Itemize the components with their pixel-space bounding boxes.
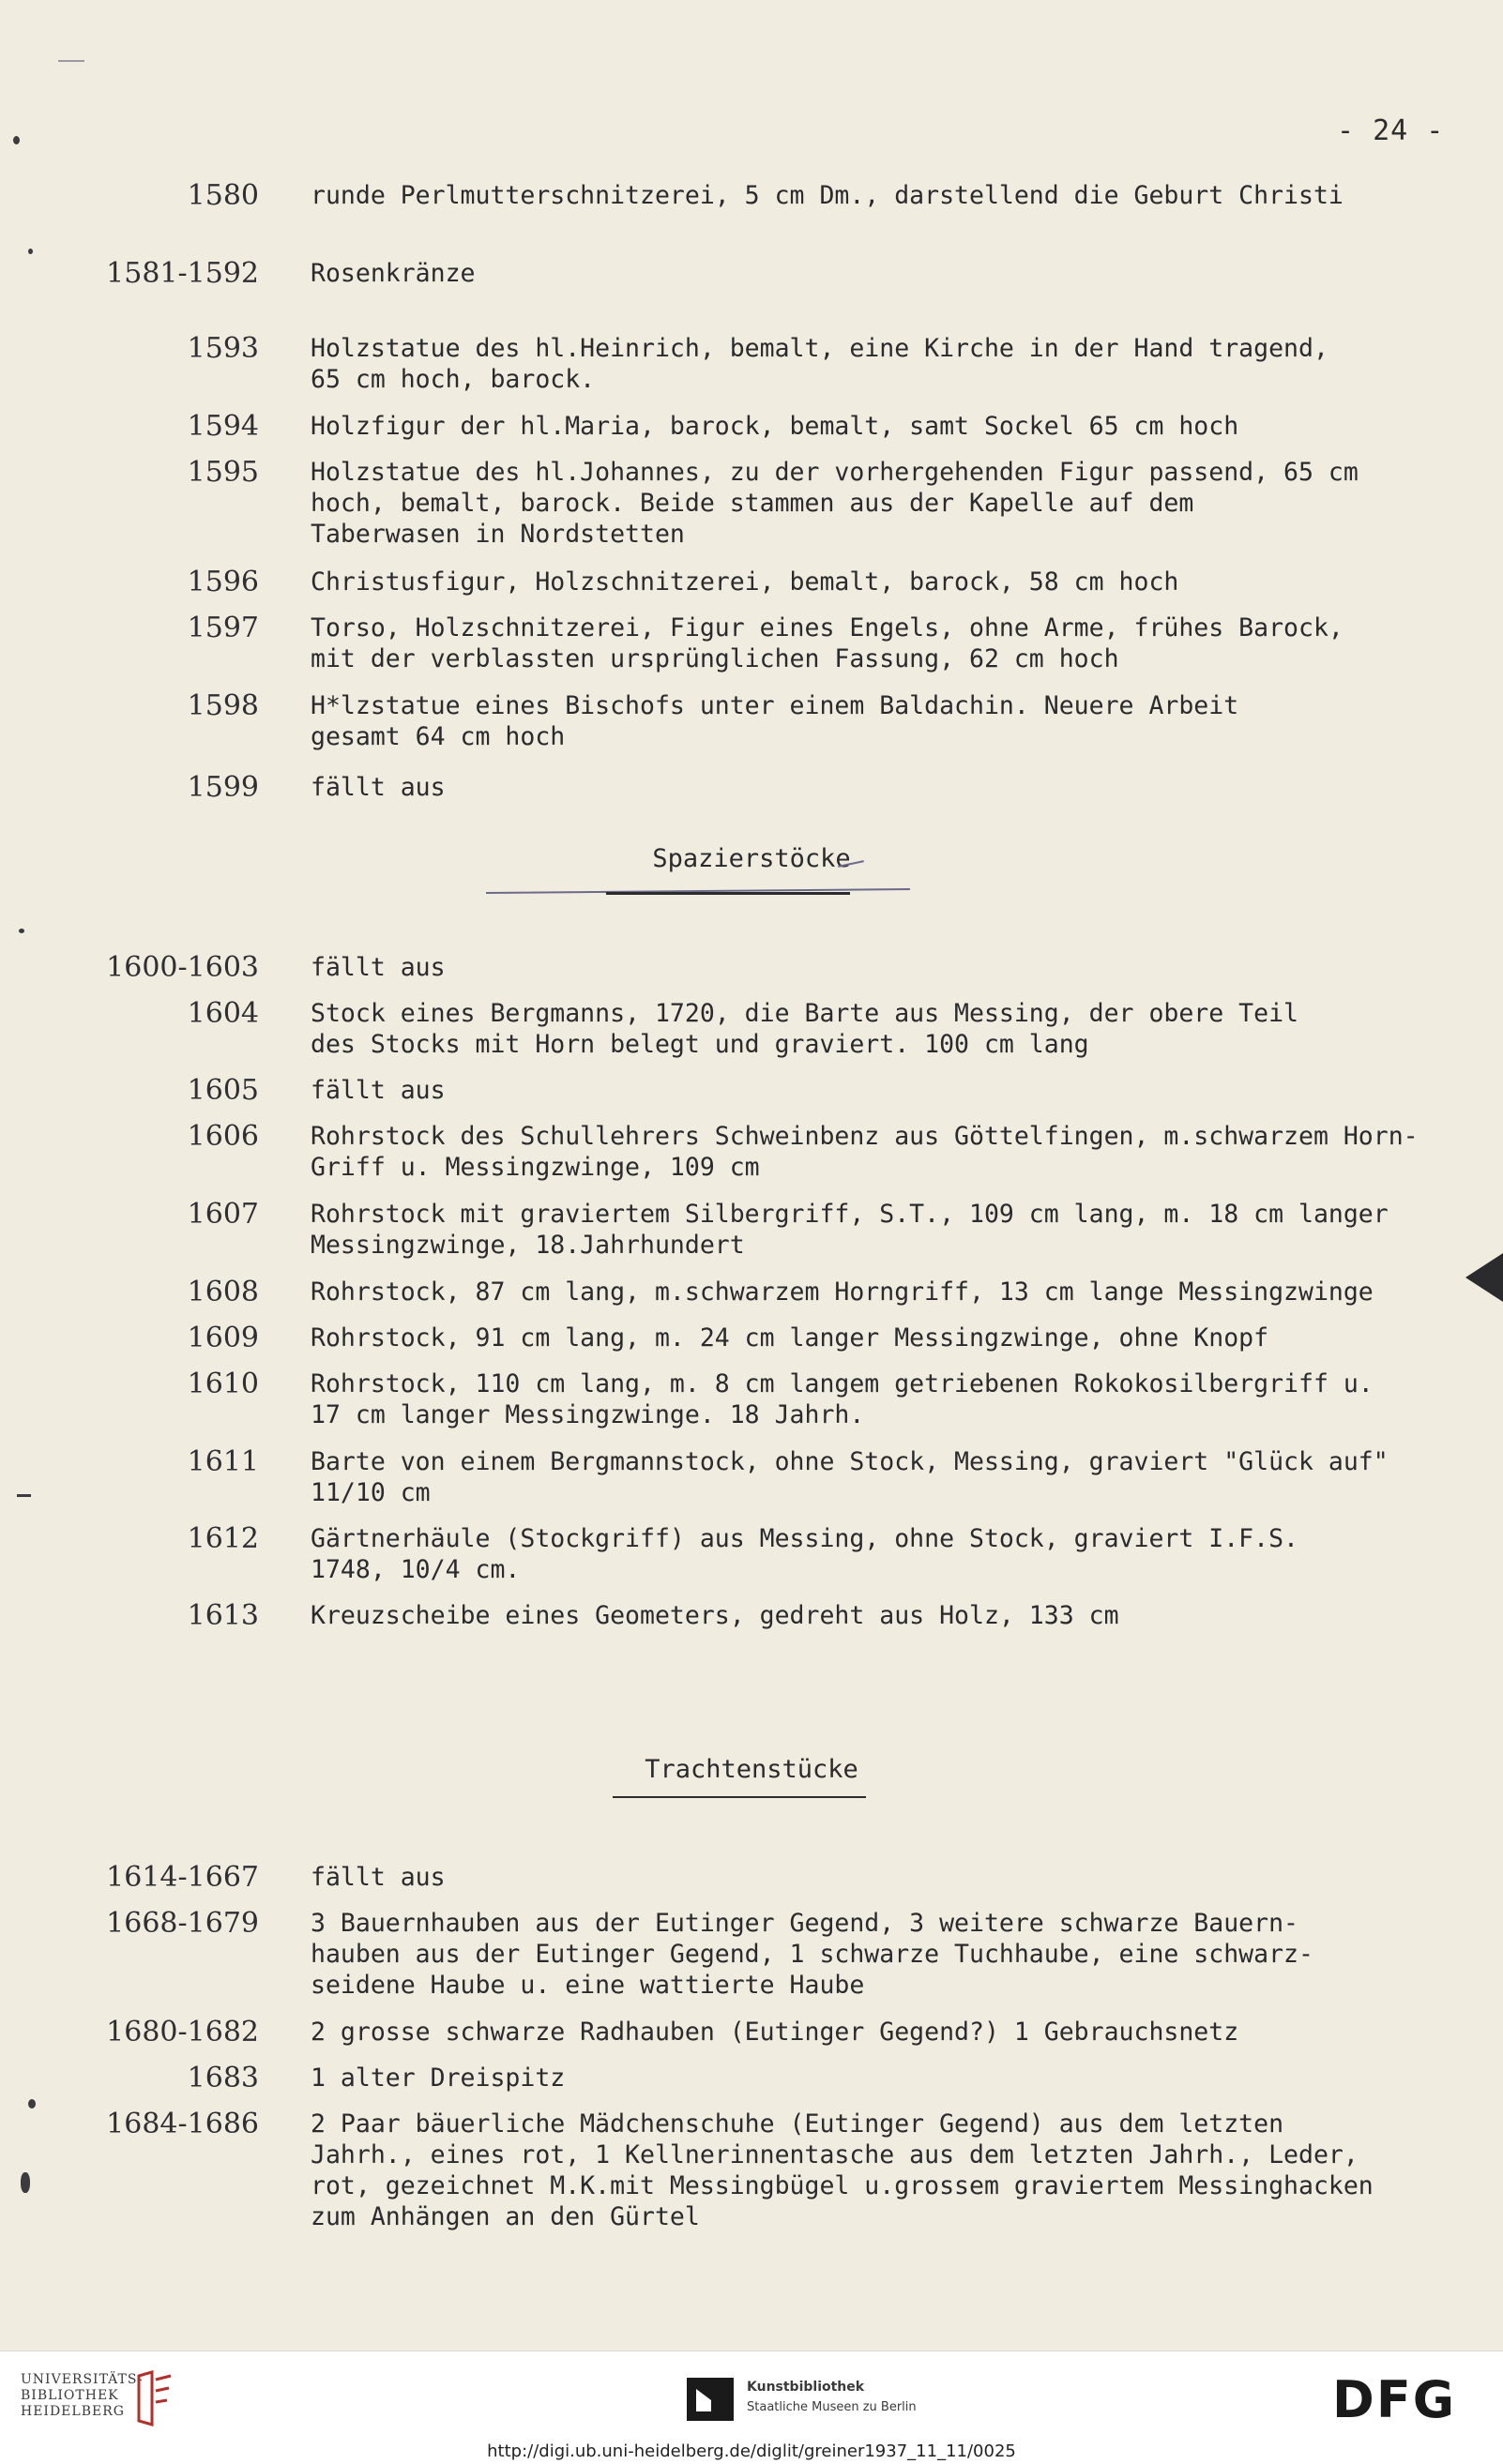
scan-speck xyxy=(17,1494,31,1497)
entry-line: seidene Haube u. eine wattierte Haube xyxy=(311,1971,865,2000)
entry-line: Holzstatue des hl.Heinrich, bemalt, eine Kirche in der Hand tragend, xyxy=(311,334,1328,363)
entry-line: 3 Bauernhauben aus der Eutinger Gegend, 3 weitere schwarze Bauern- xyxy=(311,1909,1298,1938)
entry-description xyxy=(311,1075,1493,1106)
university-logo-icon xyxy=(133,2370,178,2426)
entry-line: Torso, Holzschnitzerei, Figur eines Engels, ohne Arme, frühes Barock, xyxy=(311,613,1344,642)
inventory-number: 1594 xyxy=(187,410,259,443)
entry-line: 17 cm langer Messingzwinge. 18 Jahrh. xyxy=(311,1400,865,1429)
entry-description xyxy=(311,457,1493,550)
entry-line: 11/10 cm xyxy=(311,1478,431,1507)
inventory-number: 1599 xyxy=(187,771,259,804)
entry-line: des Stocks mit Horn belegt und graviert. 100 cm lang xyxy=(311,1030,1089,1059)
entry-line: 1748, 10/4 cm. xyxy=(311,1555,521,1584)
entry-line: Jahrh., eines rot, 1 Kellnerinnentasche aus dem letzten Jahrh., Leder, xyxy=(311,2140,1359,2169)
footer xyxy=(0,2351,1503,2464)
inventory-number: 1613 xyxy=(187,1599,259,1632)
entry-description xyxy=(311,690,1493,752)
inventory-number: 1600-1603 xyxy=(106,951,259,984)
university-logo-text: UNIVERSITÄTS- BIBLIOTHEK HEIDELBERG xyxy=(21,2372,144,2419)
section-heading: Trachtenstücke xyxy=(645,1755,858,1784)
inventory-number: 1607 xyxy=(187,1198,259,1231)
entry-description xyxy=(311,2017,1493,2048)
entry-description xyxy=(311,1446,1493,1508)
entry-line: Rohrstock, 91 cm lang, m. 24 cm langer Messingzwinge, ohne Knopf xyxy=(311,1323,1269,1353)
inventory-number: 1604 xyxy=(187,997,259,1030)
inventory-number: 1596 xyxy=(187,566,259,598)
entry-description xyxy=(311,998,1493,1060)
entry-description xyxy=(311,1121,1493,1183)
inventory-number: 1611 xyxy=(187,1445,259,1478)
inventory-number: 1593 xyxy=(187,332,259,365)
entry-line: 1 alter Dreispitz xyxy=(311,2063,566,2093)
inventory-number: 1612 xyxy=(187,1522,259,1555)
entry-description xyxy=(311,567,1493,597)
entry-line: mit der verblassten ursprünglichen Fassung, 62 cm hoch xyxy=(311,644,1119,673)
scan-speck xyxy=(28,2099,36,2109)
entry-description xyxy=(311,258,1493,289)
entry-description xyxy=(311,772,1493,803)
entry-description xyxy=(311,1862,1493,1893)
entry-line: Griff u. Messingzwinge, 109 cm xyxy=(311,1153,760,1182)
heading-underline xyxy=(613,1796,866,1798)
entry-line: H*lzstatue eines Bischofs unter einem Baldachin. Neuere Arbeit xyxy=(311,691,1239,720)
inventory-number: 1606 xyxy=(187,1120,259,1153)
entry-description xyxy=(311,952,1493,983)
scan-speck xyxy=(19,929,24,933)
entry-line: Taberwasen in Nordstetten xyxy=(311,520,685,549)
entry-line: fällt aus xyxy=(311,773,446,802)
entry-line: Barte von einem Bergmannstock, ohne Stock, Messing, graviert "Glück auf" xyxy=(311,1447,1389,1476)
inventory-number: 1597 xyxy=(187,612,259,644)
page-number: - 24 - xyxy=(1337,114,1445,147)
inventory-number: 1609 xyxy=(187,1322,259,1354)
entry-line: fällt aus xyxy=(311,953,446,982)
entry-line: Rohrstock, 110 cm lang, m. 8 cm langem getriebenen Rokokosilbergriff u. xyxy=(311,1369,1374,1398)
entry-line: Rohrstock des Schullehrers Schweinbenz aus Göttelfingen, m.schwarzem Horn- xyxy=(311,1122,1419,1151)
inventory-number: 1683 xyxy=(187,2062,259,2094)
entry-line: 2 grosse schwarze Radhauben (Eutinger Gegend?) 1 Gebrauchsnetz xyxy=(311,2018,1239,2047)
entry-description xyxy=(311,1368,1493,1430)
entry-line: fällt aus xyxy=(311,1863,446,1892)
scan-speck xyxy=(21,2172,30,2193)
entry-line: Rosenkränze xyxy=(311,259,476,288)
entry-line: Messingzwinge, 18.Jahrhundert xyxy=(311,1231,745,1260)
entry-line: Christusfigur, Holzschnitzerei, bemalt, barock, 58 cm hoch xyxy=(311,567,1179,597)
entry-description xyxy=(311,1600,1493,1631)
entry-description xyxy=(311,2109,1493,2232)
heading-underline xyxy=(606,892,850,895)
entry-line: hauben aus der Eutinger Gegend, 1 schwarze Tuchhaube, eine schwarz- xyxy=(311,1940,1313,1969)
entry-line: fällt aus xyxy=(311,1076,446,1105)
entry-line: Holzfigur der hl.Maria, barock, bemalt, samt Sockel 65 cm hoch xyxy=(311,412,1239,441)
entry-line: runde Perlmutterschnitzerei, 5 cm Dm., darstellend die Geburt Christi xyxy=(311,181,1344,210)
entry-line: Rohrstock, 87 cm lang, m.schwarzem Horngriff, 13 cm lange Messingzwinge xyxy=(311,1277,1374,1307)
entry-line: 2 Paar bäuerliche Mädchenschuhe (Eutinger Gegend) aus dem letzten xyxy=(311,2109,1284,2139)
entry-line: Stock eines Bergmanns, 1720, die Barte aus Messing, der obere Teil xyxy=(311,999,1298,1028)
entry-description xyxy=(311,411,1493,442)
entry-description xyxy=(311,612,1493,674)
inventory-number: 1580 xyxy=(187,179,259,212)
entry-line: 65 cm hoch, barock. xyxy=(311,365,596,394)
section-heading: Spazierstöcke xyxy=(652,844,851,873)
entry-description xyxy=(311,180,1493,211)
entry-line: Kreuzscheibe eines Geometers, gedreht aus Holz, 133 cm xyxy=(311,1601,1119,1630)
entry-line: rot, gezeichnet M.K.mit Messingbügel u.grossem graviertem Messinghacken xyxy=(311,2171,1374,2200)
entry-line: hoch, bemalt, barock. Beide stammen aus der Kapelle auf dem xyxy=(311,489,1194,518)
scan-edge-mark xyxy=(1465,1253,1503,1302)
entry-description xyxy=(311,1277,1493,1308)
entry-line: Rohrstock mit graviertem Silbergriff, S.T., 109 cm lang, m. 18 cm langer xyxy=(311,1200,1389,1229)
inventory-number: 1668-1679 xyxy=(106,1907,259,1940)
scan-speck xyxy=(13,136,20,144)
library-name: Kunstbibliothek xyxy=(747,2380,865,2395)
entry-description xyxy=(311,1908,1493,2001)
entry-description xyxy=(311,333,1493,395)
inventory-number: 1595 xyxy=(187,456,259,489)
entry-line: zum Anhängen an den Gürtel xyxy=(311,2202,700,2231)
entry-description xyxy=(311,1199,1493,1261)
inventory-number: 1608 xyxy=(187,1276,259,1308)
entry-line: Holzstatue des hl.Johannes, zu der vorhergehenden Figur passend, 65 cm xyxy=(311,458,1359,487)
inventory-number: 1605 xyxy=(187,1074,259,1107)
inventory-number: 1581-1592 xyxy=(106,257,259,290)
entry-line: Gärtnerhäule (Stockgriff) aus Messing, ohne Stock, graviert I.F.S. xyxy=(311,1524,1298,1553)
dfg-logo: DFG xyxy=(1332,2370,1457,2429)
footer-url[interactable]: http://digi.ub.uni-heidelberg.de/diglit/greiner1937_11_11/0025 xyxy=(487,2441,1016,2461)
entry-description xyxy=(311,1523,1493,1585)
inventory-number: 1610 xyxy=(187,1368,259,1400)
inventory-number: 1614-1667 xyxy=(106,1861,259,1894)
inventory-number: 1684-1686 xyxy=(106,2108,259,2140)
inventory-number: 1598 xyxy=(187,689,259,722)
scan-speck xyxy=(28,249,33,254)
scan-speck xyxy=(58,60,84,62)
entry-description xyxy=(311,2063,1493,2094)
library-logo-icon xyxy=(687,2378,734,2421)
library-subtitle: Staatliche Museen zu Berlin xyxy=(747,2400,917,2414)
inventory-number: 1680-1682 xyxy=(106,2016,259,2048)
entry-line: gesamt 64 cm hoch xyxy=(311,722,566,751)
entry-description xyxy=(311,1323,1493,1353)
